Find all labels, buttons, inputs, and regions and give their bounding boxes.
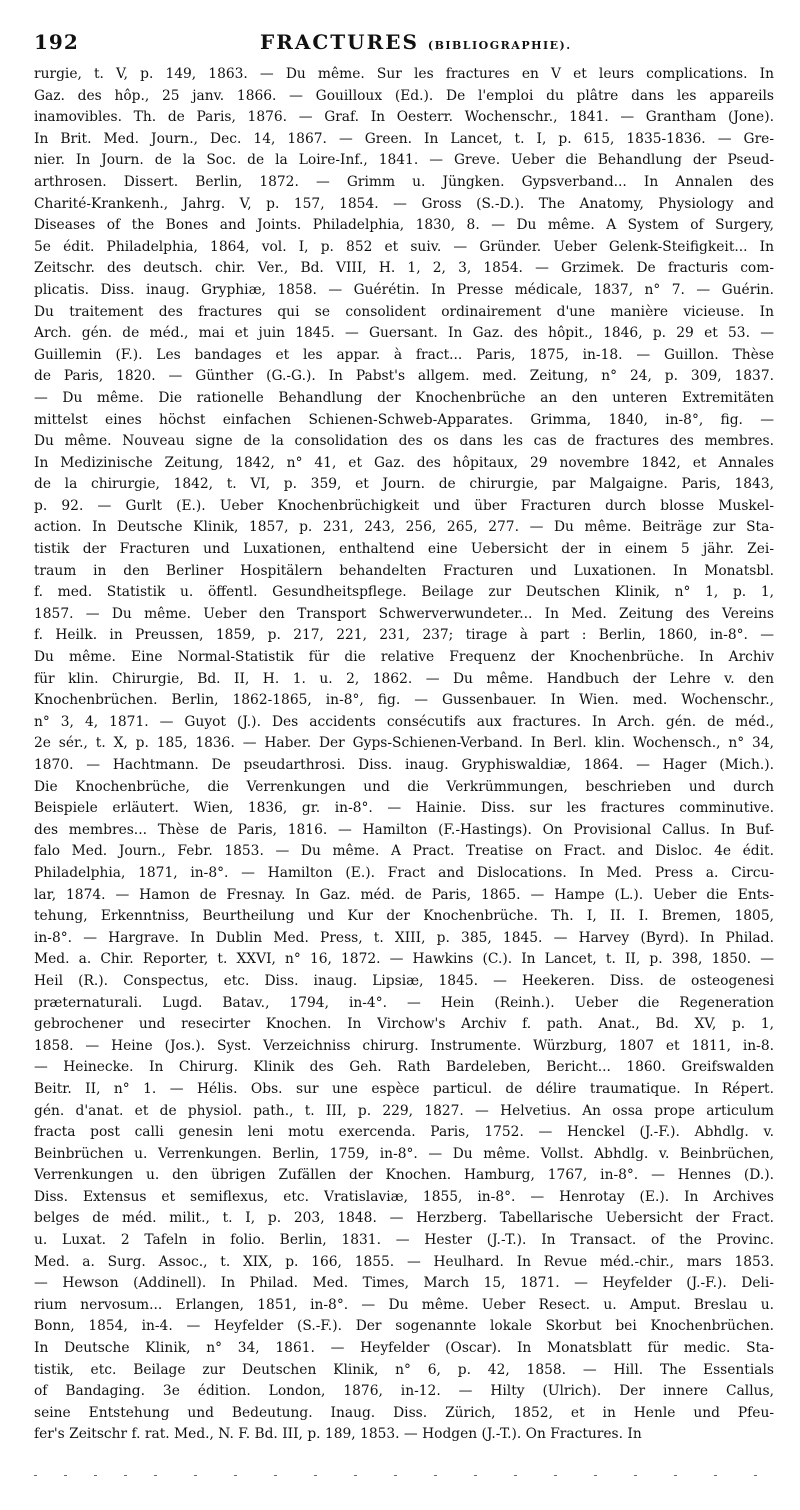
text-line: Arch. gén. de méd., mai et juin 1845. — Guersant. In Gaz. des hôpit., 1846, p. 29 et 53. —	[34, 325, 774, 342]
running-title-sub: (BIBLIOGRAPHIE).	[427, 39, 572, 52]
text-line: Knochenbrüchen. Berlin, 1862-1865, in-8°, fig. — Gussenbauer. In Wien. med. Wochenschr.,	[34, 692, 774, 709]
text-line: In Medizinische Zeitung, 1842, n° 41, et Gaz. des hôpitaux, 29 novembre 1842, et Annales	[34, 454, 774, 471]
text-line: Philadelphia, 1871, in-8°. — Hamilton (E.). Fract and Dislocations. In Med. Press a. Circu-	[34, 864, 774, 881]
footer-mark	[394, 1475, 397, 1476]
text-line: Guillemin (F.). Les bandages et les appar. à fract... Paris, 1875, in-18. — Guillon. Thèse	[34, 346, 774, 363]
text-line: n° 3, 4, 1871. — Guyot (J.). Des accidents consécutifs aux fractures. In Arch. gén. de méd.,	[34, 713, 774, 730]
text-line: Med. a. Surg. Assoc., t. XIX, p. 166, 1855. — Heulhard. In Revue méd.-chir., mars 1853.	[34, 1253, 774, 1270]
text-line: Heil (R.). Conspectus, etc. Diss. inaug. Lipsiæ, 1845. — Heekeren. Diss. de osteogenesi	[34, 972, 774, 989]
footer-mark	[94, 1475, 97, 1476]
text-line: Bonn, 1854, in-4. — Heyfelder (S.-F.). Der sogenannte lokale Skorbut bei Knochenbrüchen.	[34, 1318, 774, 1335]
footer-mark	[634, 1475, 637, 1476]
text-line: in-8°. — Hargrave. In Dublin Med. Press, t. XIII, p. 385, 1845. — Harvey (Byrd). In Philad.	[34, 929, 774, 946]
footer-mark	[154, 1475, 157, 1476]
text-line: lar, 1874. — Hamon de Fresnay. In Gaz. méd. de Paris, 1865. — Hampe (L.). Ueber die Ents-	[34, 886, 774, 903]
footer-mark	[434, 1475, 437, 1476]
text-line: Beinbrüchen u. Verrenkungen. Berlin, 1759, in-8°. — Du même. Vollst. Abhdlg. v. Beinbrüchen,	[34, 1145, 774, 1162]
text-line: rium nervosum... Erlangen, 1851, in-8°. — Du même. Ueber Resect. u. Amput. Breslau u.	[34, 1296, 774, 1313]
text-line: 1870. — Hachtmann. De pseudarthrosi. Diss. inaug. Gryphiswaldiæ, 1864. — Hager (Mich.).	[34, 757, 774, 773]
text-line: In Brit. Med. Journ., Dec. 14, 1867. — Green. In Lancet, t. I, p. 615, 1835-1836. — Gre-	[34, 130, 774, 147]
text-line: 2e sér., t. X, p. 185, 1836. — Haber. Der Gyps-Schienen-Verband. In Berl. klin. Wochensch., n° 34,	[34, 735, 774, 752]
text-line: plicatis. Diss. inaug. Gryphiæ, 1858. — Guérétin. In Presse médicale, 1837, n° 7. — Guérin.	[34, 281, 774, 298]
text-line: Zeitschr. des deutsch. chir. Ver., Bd. VIII, H. 1, 2, 3, 1854. — Grzimek. De fracturis com-	[34, 260, 774, 277]
running-header	[34, 30, 774, 60]
text-line: — Du même. Die rationelle Behandlung der Knochenbrüche an den unteren Extremitäten	[34, 389, 774, 406]
text-line: præternaturali. Lugd. Batav., 1794, in-4°. — Hein (Reinh.). Ueber die Regeneration	[34, 994, 774, 1011]
text-line: — Hewson (Addinell). In Philad. Med. Times, March 15, 1871. — Heyfelder (J.-F.). Deli-	[34, 1275, 774, 1292]
text-line: Diseases of the Bones and Joints. Philadelphia, 1830, 8. — Du même. A System of Surgery,	[34, 217, 774, 234]
text-line: 5e édit. Philadelphia, 1864, vol. I, p. 852 et suiv. — Gründer. Ueber Gelenk-Steifigkeit... In	[34, 238, 774, 255]
page-number: 192	[34, 30, 79, 54]
text-line: Diss. Extensus et semiflexus, etc. Vratislaviæ, 1855, in-8°. — Henrotay (E.). In Archives	[34, 1188, 774, 1205]
footer-mark	[64, 1475, 67, 1476]
footer-mark	[754, 1475, 757, 1476]
text-line: f. med. Statistik u. öffentl. Gesundheitspflege. Beilage zur Deutschen Klinik, n° 1, p. 1,	[34, 584, 774, 601]
footer-marks	[34, 1475, 774, 1481]
text-line: gén. d'anat. et de physiol. path., t. III, p. 229, 1827. — Helvetius. An ossa prope articulum	[34, 1102, 774, 1119]
footer-mark	[554, 1475, 557, 1476]
text-line: 1858. — Heine (Jos.). Syst. Verzeichniss chirurg. Instrumente. Würzburg, 1807 et 1811, in-8.	[34, 1037, 774, 1054]
footer-mark	[274, 1475, 277, 1476]
footer-mark	[514, 1475, 517, 1476]
text-line: inamovibles. Th. de Paris, 1876. — Graf. In Oesterr. Wochenschr., 1841. — Grantham (Jone).	[34, 109, 774, 126]
text-line: p. 92. — Gurlt (E.). Ueber Knochenbrüchigkeit und über Fracturen durch blosse Muskel-	[34, 497, 774, 514]
text-line: falo Med. Journ., Febr. 1853. — Du même. A Pract. Treatise on Fract. and Disloc. 4e édit.	[34, 843, 774, 860]
text-line: Du même. Eine Normal-Statistik für die relative Frequenz der Knochenbrüche. In Archiv	[34, 649, 774, 666]
text-line: In Deutsche Klinik, n° 34, 1861. — Heyfelder (Oscar). In Monatsblatt für medic. Sta-	[34, 1340, 774, 1357]
text-line: nier. In Journ. de la Soc. de la Loire-Inf., 1841. — Greve. Ueber die Behandlung der Pseud-	[34, 152, 774, 169]
running-title	[260, 30, 572, 54]
text-line: für klin. Chirurgie, Bd. II, H. 1. u. 2, 1862. — Du même. Handbuch der Lehre v. den	[34, 670, 774, 687]
footer-mark	[314, 1475, 317, 1476]
footer-mark	[714, 1475, 717, 1476]
footer-mark	[594, 1475, 597, 1476]
text-line: de la chirurgie, 1842, t. VI, p. 359, et Journ. de chirurgie, par Malgaigne. Paris, 1843,	[34, 476, 774, 493]
book-page	[34, 30, 774, 1446]
text-line: of Bandaging. 3e édition. London, 1876, in-12. — Hilty (Ulrich). Der innere Callus,	[34, 1383, 774, 1400]
text-line: action. In Deutsche Klinik, 1857, p. 231, 243, 256, 265, 277. — Du même. Beiträge zur Sta-	[34, 519, 774, 536]
text-line: gebrochener und resecirter Knochen. In Virchow's Archiv f. path. Anat., Bd. XV, p. 1,	[34, 1016, 774, 1033]
text-line: Verrenkungen u. den übrigen Zufällen der Knochen. Hamburg, 1767, in-8°. — Hennes (D.).	[34, 1167, 774, 1184]
text-line: f. Heilk. in Preussen, 1859, p. 217, 221, 231, 237; tirage à part : Berlin, 1860, in-8°. —	[34, 627, 774, 644]
text-line: traum in den Berliner Hospitälern behandelten Fracturen und Luxationen. In Monatsbl.	[34, 562, 774, 579]
footer-mark	[124, 1475, 127, 1476]
text-line: seine Entstehung und Bedeutung. Inaug. Diss. Zürich, 1852, et in Henle und Pfeu-	[34, 1404, 774, 1421]
footer-mark	[674, 1475, 677, 1476]
text-line: arthrosen. Dissert. Berlin, 1872. — Grimm u. Jüngken. Gypsverband... In Annalen des	[34, 173, 774, 190]
text-line: tistik, etc. Beilage zur Deutschen Klinik, n° 6, p. 42, 1858. — Hill. The Essentials	[34, 1361, 774, 1378]
text-line: fer's Zeitschr f. rat. Med., N. F. Bd. III, p. 189, 1853. — Hodgen (J.-T.). On Fractures. In	[34, 1426, 642, 1443]
text-line: rurgie, t. V, p. 149, 1863. — Du même. Sur les fractures en V et leurs complications. In	[34, 66, 774, 82]
text-line: tistik der Fracturen und Luxationen, enthaltend eine Uebersicht der in einem 5 jähr. Zei-	[34, 541, 774, 558]
text-line: Gaz. des hôp., 25 janv. 1866. — Gouilloux (Ed.). De l'emploi du plâtre dans les appareils	[34, 87, 774, 104]
text-line: Charité-Krankenh., Jahrg. V, p. 157, 1854. — Gross (S.-D.). The Anatomy, Physiology and	[34, 195, 774, 212]
running-title-main: FRACTURES	[260, 30, 419, 54]
text-line: Beispiele erläutert. Wien, 1836, gr. in-8°. — Hainie. Diss. sur les fractures comminutive.	[34, 800, 774, 817]
text-line: tehung, Erkenntniss, Beurtheilung und Kur der Knochenbrüche. Th. I, II. I. Bremen, 1805,	[34, 908, 774, 925]
text-line: Du traitement des fractures qui se consolident ordinairement d'une manière vicieuse. In	[34, 303, 774, 320]
text-line: u. Luxat. 2 Tafeln in folio. Berlin, 1831. — Hester (J.-T.). In Transact. of the Provinc.	[34, 1232, 774, 1249]
footer-mark	[474, 1475, 477, 1476]
text-line: Beitr. II, n° 1. — Hélis. Obs. sur une espèce particul. de délire traumatique. In Répert.	[34, 1080, 774, 1097]
text-line: 1857. — Du même. Ueber den Transport Schwerverwundeter... In Med. Zeitung des Vereins	[34, 605, 774, 622]
bibliography-text	[34, 64, 774, 1446]
footer-mark	[354, 1475, 357, 1476]
text-line: de Paris, 1820. — Günther (G.-G.). In Pabst's allgem. med. Zeitung, n° 24, p. 309, 1837.	[34, 368, 774, 385]
footer-mark	[234, 1475, 237, 1476]
text-line: — Heinecke. In Chirurg. Klinik des Geh. Rath Bardeleben, Bericht... 1860. Greifswalden	[34, 1059, 774, 1076]
text-line: fracta post calli genesin leni motu exercenda. Paris, 1752. — Henckel (J.-F.). Abhdlg. v.	[34, 1124, 774, 1141]
text-line: Med. a. Chir. Reporter, t. XXVI, n° 16, 1872. — Hawkins (C.). In Lancet, t. II, p. 398, 1850. —	[34, 951, 774, 968]
text-line: mittelst eines höchst einfachen Schienen-Schweb-Apparates. Grimma, 1840, in-8°, fig. —	[34, 411, 774, 428]
footer-mark	[194, 1475, 197, 1476]
text-line: Du même. Nouveau signe de la consolidation des os dans les cas de fractures des membres.	[34, 433, 774, 450]
footer-mark	[34, 1475, 37, 1476]
text-line: belges de méd. milit., t. I, p. 203, 1848. — Herzberg. Tabellarische Uebersicht der Fract.	[34, 1210, 774, 1227]
text-line: des membres... Thèse de Paris, 1816. — Hamilton (F.-Hastings). On Provisional Callus. In Buf-	[34, 821, 774, 838]
text-line: Die Knochenbrüche, die Verrenkungen und die Verkrümmungen, beschrieben und durch	[34, 778, 774, 795]
